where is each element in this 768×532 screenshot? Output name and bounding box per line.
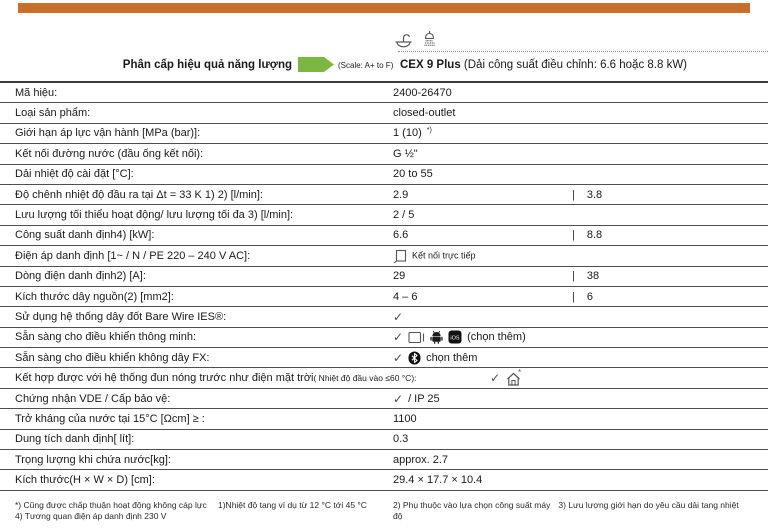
row-label: Điện áp danh định [1~ / N / PE 220 – 240 V AC]: bbox=[15, 249, 251, 262]
spec-row bbox=[0, 368, 768, 388]
value-text: 2400-26470 bbox=[393, 86, 452, 99]
footnote-col1 bbox=[15, 500, 215, 522]
check-icon: ✓ bbox=[490, 371, 501, 386]
android-icon bbox=[430, 330, 443, 344]
product-desc: (Dải công suất điều chỉnh: 6.6 hoặc 8.8 kW) bbox=[460, 59, 688, 71]
spec-row bbox=[0, 430, 768, 450]
row-value bbox=[393, 148, 418, 160]
row-value bbox=[393, 107, 455, 119]
row-value-2 bbox=[572, 189, 602, 201]
row-label: Công suất danh định4) [kW]: bbox=[15, 229, 155, 242]
row-value bbox=[393, 209, 414, 221]
row-value bbox=[393, 433, 408, 445]
value-text: 38 bbox=[586, 270, 600, 283]
footnote-3: 3) Lưu lượng giới hạn do yêu cầu dải tang nhiệt độ bbox=[393, 500, 739, 521]
column-divider: | bbox=[572, 188, 575, 201]
row-value bbox=[393, 189, 408, 201]
row-value bbox=[393, 413, 417, 425]
svg-text:iOS: iOS bbox=[450, 335, 460, 342]
check-icon: ✓ bbox=[393, 309, 404, 324]
row-value bbox=[393, 229, 408, 241]
spec-row bbox=[0, 287, 768, 307]
value-text: 0.3 bbox=[393, 433, 409, 446]
spec-row bbox=[0, 83, 768, 103]
row-label: Kết nối đường nước (đầu ống kết nối): bbox=[15, 147, 204, 160]
row-value bbox=[393, 351, 477, 365]
spec-row bbox=[0, 103, 768, 123]
value-text: chọn thêm bbox=[426, 351, 478, 364]
energy-class-arrow-icon bbox=[298, 57, 334, 72]
row-label: Sử dụng hệ thống dây đốt Bare Wire IES®: bbox=[15, 310, 227, 323]
row-value-2 bbox=[572, 229, 602, 241]
spec-row bbox=[0, 409, 768, 429]
value-text: closed-outlet bbox=[393, 107, 456, 120]
row-value bbox=[393, 454, 448, 466]
row-label: Lưu lượng tối thiểu hoạt động/ lưu lượng tối đa 3) [l/min]: bbox=[15, 209, 294, 222]
value-small-text: Kết nối trực tiếp bbox=[412, 250, 476, 261]
ios-badge-icon bbox=[448, 330, 462, 344]
junction-box-icon bbox=[393, 248, 407, 263]
washbasin-icon bbox=[394, 30, 413, 51]
spec-row bbox=[0, 470, 768, 490]
row-label: Trở kháng của nước tại 15°C [Ωcm] ≥ : bbox=[15, 412, 205, 425]
orange-top-bar bbox=[18, 3, 750, 13]
value-text: G ½" bbox=[393, 147, 418, 160]
row-label: Dải nhiệt độ cài đặt [°C]: bbox=[15, 168, 134, 181]
spec-table bbox=[0, 81, 768, 491]
value-text: 29 bbox=[393, 270, 406, 283]
spec-row bbox=[0, 348, 768, 368]
spec-row bbox=[0, 205, 768, 225]
row-label: Loại sản phẩm: bbox=[15, 107, 91, 120]
row-label: Mã hiệu: bbox=[15, 86, 58, 99]
row-label: Sẵn sàng cho điều khiển thông minh: bbox=[15, 331, 197, 344]
row-value bbox=[393, 270, 405, 282]
row-label: Kết hợp được với hệ thống đun nóng trước như điện mặt trời( Nhiệt độ đầu vào ≤60 °C): bbox=[15, 372, 417, 385]
product-name: CEX 9 Plus bbox=[400, 59, 461, 71]
row-label: Trọng lượng khi chứa nước[kg]: bbox=[15, 453, 171, 466]
row-label: Độ chênh nhiệt độ đầu ra tại Δt = 33 K 1) 2) [l/min]: bbox=[15, 188, 263, 201]
value-text: 8.8 bbox=[586, 229, 603, 242]
spec-row bbox=[0, 450, 768, 470]
row-value bbox=[393, 330, 526, 344]
row-label: Kích thước(H × W × D) [cm]: bbox=[15, 474, 155, 487]
bluetooth-icon bbox=[408, 351, 421, 365]
solar-house-icon bbox=[505, 369, 524, 387]
check-icon: ✓ bbox=[393, 350, 404, 365]
row-label: Dòng điện danh định2) [A]: bbox=[15, 270, 146, 283]
row-value bbox=[490, 369, 524, 387]
row-label: Kích thước dây nguồn(2) [mm2]: bbox=[15, 290, 174, 303]
footnote-4: 4) Tương quan điện áp danh định 230 V bbox=[15, 511, 167, 521]
row-value bbox=[393, 87, 452, 99]
application-icons bbox=[394, 29, 438, 51]
footnote-1: 1)Nhiệt độ tang ví dụ từ 12 °C tới 45 °C bbox=[218, 500, 367, 510]
row-label: Giới hạn áp lực vận hành [MPa (bar)]: bbox=[15, 127, 201, 140]
spec-row bbox=[0, 226, 768, 246]
row-value bbox=[393, 127, 432, 139]
value-text: / IP 25 bbox=[408, 392, 440, 405]
check-icon: ✓ bbox=[393, 391, 404, 406]
value-text: 1100 bbox=[393, 412, 417, 425]
column-divider: | bbox=[572, 270, 575, 283]
value-text: 6 bbox=[586, 290, 593, 303]
column-divider: | bbox=[572, 290, 575, 303]
svg-text:*: * bbox=[518, 369, 522, 378]
scale-note: (Scale: A+ to F) bbox=[338, 61, 394, 70]
value-text: 2.9 bbox=[393, 188, 409, 201]
dotted-separator bbox=[398, 51, 768, 52]
spec-row bbox=[0, 165, 768, 185]
spec-row bbox=[0, 307, 768, 327]
row-value bbox=[393, 474, 482, 486]
value-text: 3.8 bbox=[586, 188, 603, 201]
row-value bbox=[393, 291, 417, 303]
footnote-asterisk: *) Cũng được chấp thuận hoạt động không cáp lực bbox=[15, 500, 207, 510]
spec-row bbox=[0, 246, 768, 266]
row-value bbox=[393, 393, 440, 405]
spec-row bbox=[0, 144, 768, 164]
value-text: 6.6 bbox=[393, 229, 409, 242]
row-label: Dung tích danh định[ lít]: bbox=[15, 433, 135, 446]
value-footnote-ref: *) bbox=[426, 126, 432, 134]
shower-icon bbox=[421, 30, 438, 51]
value-text: 2 / 5 bbox=[393, 209, 415, 222]
row-label: Chứng nhận VDE / Cấp bảo vệ: bbox=[15, 392, 171, 405]
value-text: 29.4 × 17.7 × 10.4 bbox=[393, 474, 483, 487]
row-value-2 bbox=[572, 291, 593, 303]
row-value bbox=[393, 168, 433, 180]
value-text: 1 (10) bbox=[393, 127, 422, 140]
product-title bbox=[400, 59, 687, 71]
row-value-2 bbox=[572, 270, 599, 282]
value-text: (chọn thêm) bbox=[467, 331, 526, 344]
value-text: 20 to 55 bbox=[393, 168, 433, 181]
value-text: approx. 2.7 bbox=[393, 453, 449, 466]
check-icon: ✓ bbox=[393, 330, 404, 345]
column-divider: | bbox=[572, 229, 575, 242]
spec-row bbox=[0, 328, 768, 348]
row-value bbox=[393, 311, 403, 323]
footnote-col3 bbox=[393, 500, 749, 522]
spec-row bbox=[0, 124, 768, 144]
spec-row bbox=[0, 267, 768, 287]
footnote-2: 2) Phụ thuộc vào lựa chọn công suất máy bbox=[393, 500, 551, 510]
monitor-icon bbox=[408, 331, 425, 344]
spec-row bbox=[0, 389, 768, 409]
row-value bbox=[393, 248, 476, 263]
energy-efficiency-label: Phân cấp hiệu quả năng lượng bbox=[122, 59, 292, 71]
row-label: Sẵn sàng cho điều khiển không dây FX: bbox=[15, 351, 210, 364]
value-text: 4 – 6 bbox=[393, 290, 418, 303]
spec-row bbox=[0, 185, 768, 205]
row-label-small: ( Nhiệt độ đầu vào ≤60 °C): bbox=[313, 373, 417, 384]
